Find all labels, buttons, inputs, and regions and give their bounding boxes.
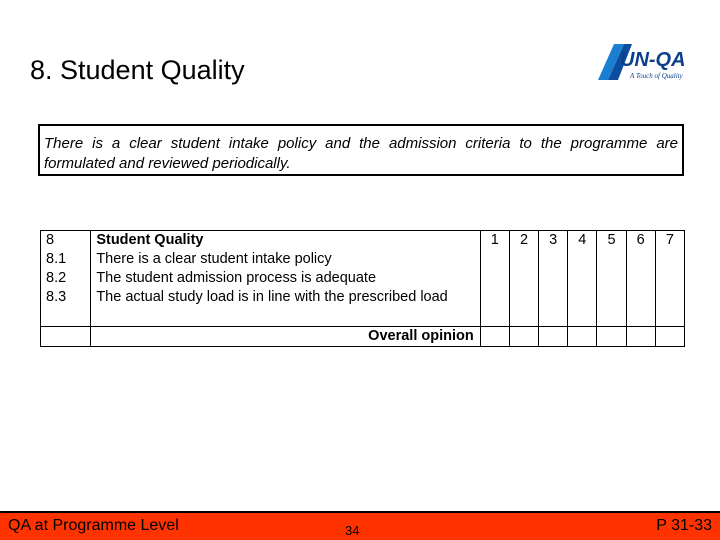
overall-row (41, 327, 685, 347)
table-row (41, 231, 685, 327)
criterion-item: The student admission process is adequate (96, 270, 377, 286)
score-cell[interactable] (626, 327, 655, 347)
row-number: 8.2 (46, 270, 67, 286)
empty-cell (41, 327, 91, 347)
svg-text:UN-QA: UN-QA (620, 49, 686, 71)
score-cell[interactable] (597, 327, 626, 347)
score-header: 3 (539, 231, 568, 327)
score-header: 7 (655, 231, 684, 327)
score-cell[interactable] (568, 327, 597, 347)
footer-left-text: QA at Programme Level (8, 517, 179, 534)
row-number: 8.3 (46, 289, 67, 305)
page-number: 34 (345, 523, 360, 538)
score-header: 2 (509, 231, 538, 327)
footer-page-reference: P 31-33 (656, 517, 712, 534)
slide-title: 8. Student Quality (30, 55, 245, 85)
criterion-item: The actual study load is in line with the prescribed load (96, 289, 448, 305)
row-number: 8 (46, 232, 55, 248)
svg-text:A Touch of Quality: A Touch of Quality (630, 72, 683, 80)
criterion-heading: Student Quality (96, 232, 204, 248)
overall-opinion-label: Overall opinion (91, 327, 480, 347)
score-cell[interactable] (509, 327, 538, 347)
score-cell[interactable] (655, 327, 684, 347)
score-header: 5 (597, 231, 626, 327)
criterion-statement: There is a clear student intake policy and the admission criteria to the programme are formulated and reviewed periodically. (44, 135, 678, 172)
score-cell[interactable] (539, 327, 568, 347)
score-header: 6 (626, 231, 655, 327)
score-header: 4 (568, 231, 597, 327)
criterion-item: There is a clear student intake policy (96, 251, 332, 267)
criteria-text-cell (91, 231, 480, 327)
criterion-statement-box (38, 124, 684, 176)
score-cell[interactable] (480, 327, 509, 347)
footer-bar (0, 513, 720, 540)
criteria-table (40, 230, 685, 347)
score-header: 1 (480, 231, 509, 327)
aun-qa-logo (594, 40, 698, 88)
row-number: 8.1 (46, 251, 67, 267)
row-number-cell (41, 231, 91, 327)
